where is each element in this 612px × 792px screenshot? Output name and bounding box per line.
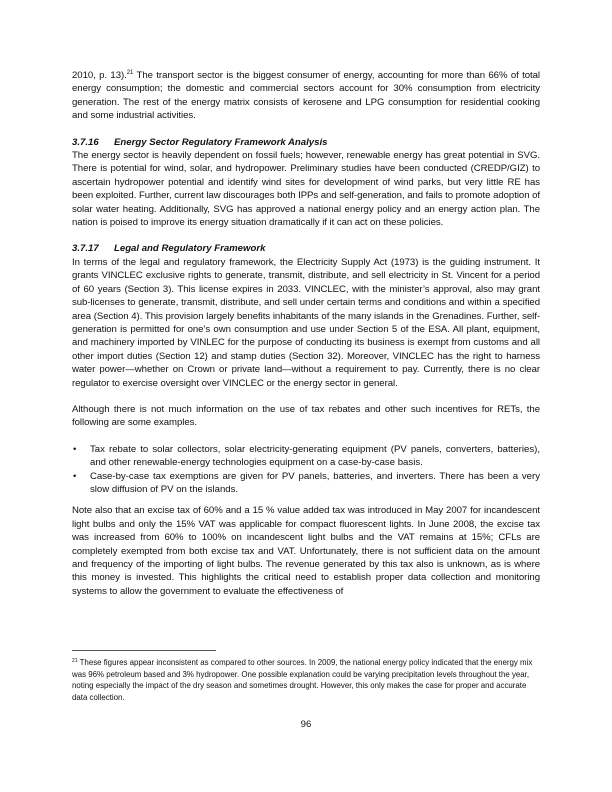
section-number: 3.7.16 bbox=[72, 136, 99, 148]
spacer bbox=[72, 390, 540, 403]
list-item bbox=[72, 443, 540, 470]
footnote-reference[interactable]: 21 bbox=[126, 70, 134, 76]
section-paragraph: In terms of the legal and regulatory framework, the Electricity Supply Act (1973) is the guiding instrument. It grants VINCLEC exclusive rights to generate, transmit, distribute, and sell electricity in St. Vincent for a period of 60 years (Section 3). This license expires in 2033. VINCLEC, with the minister’s approval, also may grant sub-licenses to generate, transmit, distribute, and sell under certain terms and conditions and within a specified area (Section 4). This provision largely benefits inhabitants of the many islands in the Grenadines. Further, self-generation is permitted for one’s own consumption and use under Section 5 of the ESA. All plant, equipment, and machinery imported by VINLEC for the purpose of conducting its business is exempt from customs and all other import duties (Section 12) and stamp duties (Section 32). Moreover, VINCLEC has the right to harness water power—whether on Crown or private land—without a requirement to pay. Currently, there is no clear regulator to exercise oversight over VINCLEC or the energy sector in general. bbox=[72, 256, 540, 389]
bullet-list bbox=[72, 443, 540, 497]
footnote-number: 21 bbox=[72, 658, 78, 664]
list-item-text: Tax rebate to solar collectors, solar electricity-generating equipment (PV panels, converters, batteries), and other renewable-energy technologies equipment on a case-by-case basis. bbox=[90, 443, 540, 469]
section-title: Legal and Regulatory Framework bbox=[114, 243, 266, 255]
section-number: 3.7.17 bbox=[72, 243, 99, 255]
bullet-icon: • bbox=[73, 470, 77, 482]
closing-paragraph: Note also that an excise tax of 60% and a 15 % value added tax was introduced in May 2007 for incandescent light bulbs and only the 15% VAT was applicable for compact fluorescent lights. In June 2008, the excise tax was increased from 60% to 100% on incandescent light bulbs and the VAT remains at 15%; CFLs are completely exempted from both excise tax and VAT. Unfortunately, there is not sufficient data on the amount and frequency of the importing of light bulbs. The revenue generated by this tax also is unknown, as is where this money is invested. This highlights the critical need to establish proper data collection and monitoring systems to allow the government to evaluate the effectiveness of bbox=[72, 505, 540, 597]
section-heading-3-7-17 bbox=[72, 242, 540, 255]
intro-lead: 2010, p. 13). bbox=[72, 70, 127, 81]
bullet-icon: • bbox=[73, 443, 77, 455]
section-title: Energy Sector Regulatory Framework Analysis bbox=[114, 136, 328, 148]
list-item-text: Case-by-case tax exemptions are given for PV panels, batteries, and inverters. There has been a very slow diffusion of PV on the islands. bbox=[90, 470, 540, 495]
list-item bbox=[72, 470, 540, 497]
spacer bbox=[72, 496, 540, 504]
footnote-divider bbox=[72, 650, 216, 651]
footnote bbox=[72, 657, 540, 703]
page-body bbox=[72, 69, 540, 598]
section-heading-3-7-16 bbox=[72, 136, 540, 149]
section-paragraph: Although there is not much information on the use of tax rebates and other such incentives for RETs, the following are some examples. bbox=[72, 403, 540, 429]
spacer bbox=[72, 229, 540, 242]
intro-text: The transport sector is the biggest consumer of energy, accounting for more than 66% of total energy consumption; the domestic and commercial sectors account for 30% consumption from electricity generation. The rest of the energy matrix consists of kerosene and LPG consumption for residential cooking and some industrial activities. bbox=[72, 70, 540, 122]
spacer bbox=[72, 123, 540, 136]
spacer bbox=[72, 430, 540, 443]
intro-paragraph bbox=[72, 69, 540, 123]
section-paragraph: The energy sector is heavily dependent on fossil fuels; however, renewable energy has great potential in SVG. There is potential for wind, solar, and hydropower. Preliminary studies have been conducted (CREDP/GIZ) to ascertain hydropower potential and identify wind sites for development of wind parks, but very little RE has been exploited. Further, current law discourages both IPPs and self-generation, and fails to promote adoption of solar water heating. Additionally, SVG has approved a national energy policy and an energy action plan. The nation is poised to improve its energy situation dramatically if it can act on these policies. bbox=[72, 150, 540, 229]
footnote-text: These figures appear inconsistent as compared to other sources. In 2009, the national energy policy indicated that the energy mix was 96% petroleum based and 3% hydropower. One possible explanation could be varying precipitation levels throughout the year, noting especially the impact of the dry season and sometimes drought. However, this only makes the case for proper and accurate data collection. bbox=[72, 658, 533, 702]
page-number: 96 bbox=[300, 719, 312, 730]
